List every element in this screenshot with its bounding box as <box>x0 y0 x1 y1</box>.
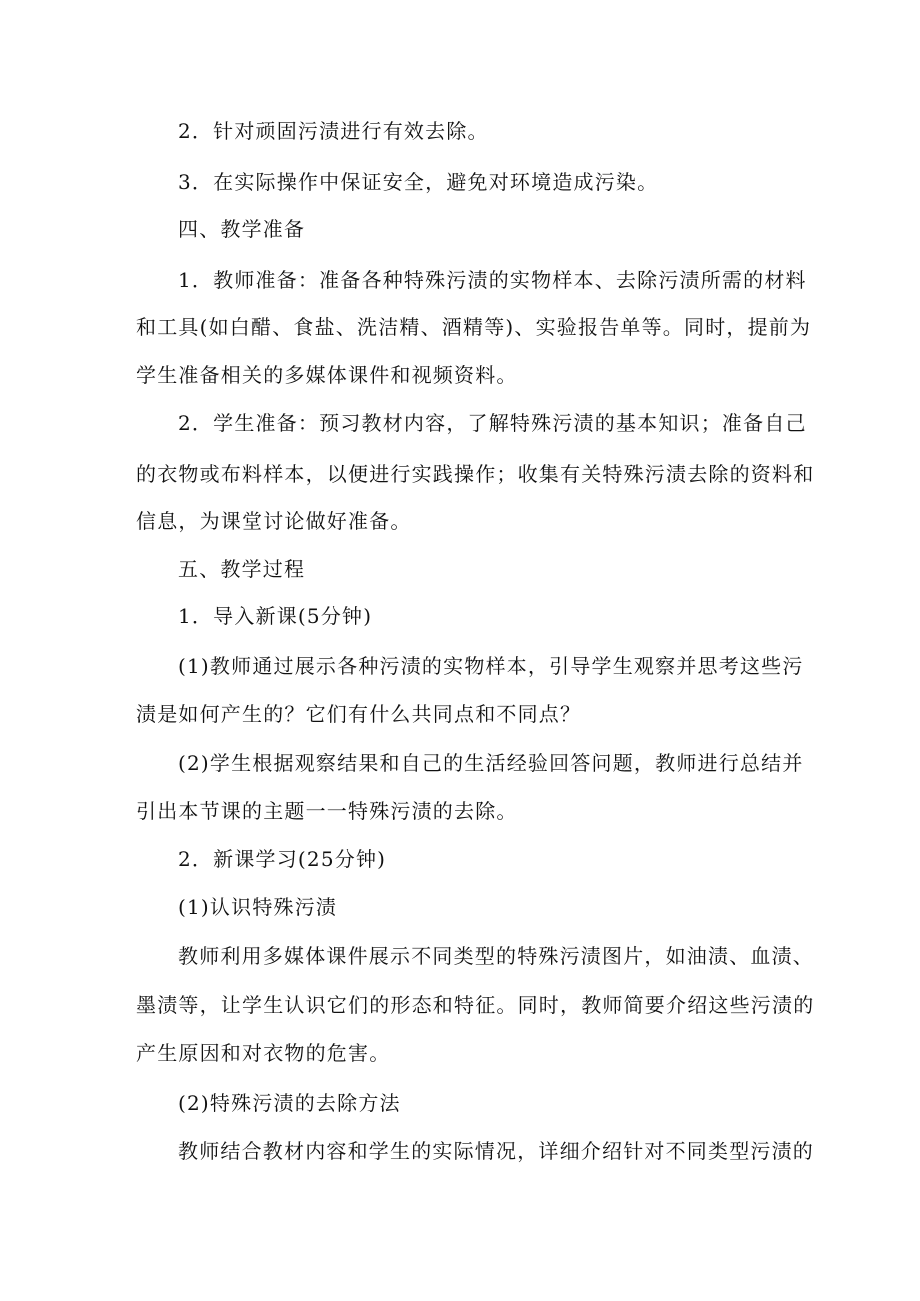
subsection-heading: 2．新课学习(25分钟) <box>178 847 387 871</box>
paragraph-line: 1．教师准备：准备各种特殊污渍的实物样本、去除污渍所需的材料 <box>178 268 807 292</box>
paragraph-line: 渍是如何产生的？它们有什么共同点和不同点？ <box>136 702 582 726</box>
subsection-heading: 1．导入新课(5分钟) <box>178 604 373 628</box>
paragraph-line: 和工具(如白醋、食盐、洗洁精、酒精等)、实验报告单等。同时，提前为 <box>136 315 812 339</box>
paragraph-line: 教师利用多媒体课件展示不同类型的特殊污渍图片，如油渍、血渍、 <box>178 944 814 968</box>
paragraph-line: 的衣物或布料样本，以便进行实践操作；收集有关特殊污渍去除的资料和 <box>136 462 815 486</box>
paragraph-line: 2．学生准备：预习教材内容，了解特殊污渍的基本知识；准备自己 <box>178 411 807 435</box>
paragraph-line: (1)教师通过展示各种污渍的实物样本，引导学生观察并思考这些污 <box>178 654 804 678</box>
section-heading: 四、教学准备 <box>178 217 306 241</box>
paragraph-line: (2)学生根据观察结果和自己的生活经验回答问题，教师进行总结并 <box>178 751 804 775</box>
item-heading: (2)特殊污渍的去除方法 <box>178 1091 401 1115</box>
paragraph-line: 教师结合教材内容和学生的实际情况，详细介绍针对不同类型污渍的 <box>178 1139 814 1163</box>
paragraph-line: 产生原因和对衣物的危害。 <box>136 1041 391 1065</box>
paragraph-line: 墨渍等，让学生认识它们的形态和特征。同时，教师简要介绍这些污渍的 <box>136 993 815 1017</box>
item-heading: (1)认识特殊污渍 <box>178 895 338 919</box>
paragraph-line: 信息，为课堂讨论做好准备。 <box>136 509 412 533</box>
paragraph-line: 引出本节课的主题一一特殊污渍的去除。 <box>136 799 518 823</box>
paragraph-line: 2．针对顽固污渍进行有效去除。 <box>178 119 489 143</box>
paragraph-line: 3．在实际操作中保证安全，避免对环境造成污染。 <box>178 170 659 194</box>
section-heading: 五、教学过程 <box>178 557 306 581</box>
paragraph-line: 学生准备相关的多媒体课件和视频资料。 <box>136 363 518 387</box>
